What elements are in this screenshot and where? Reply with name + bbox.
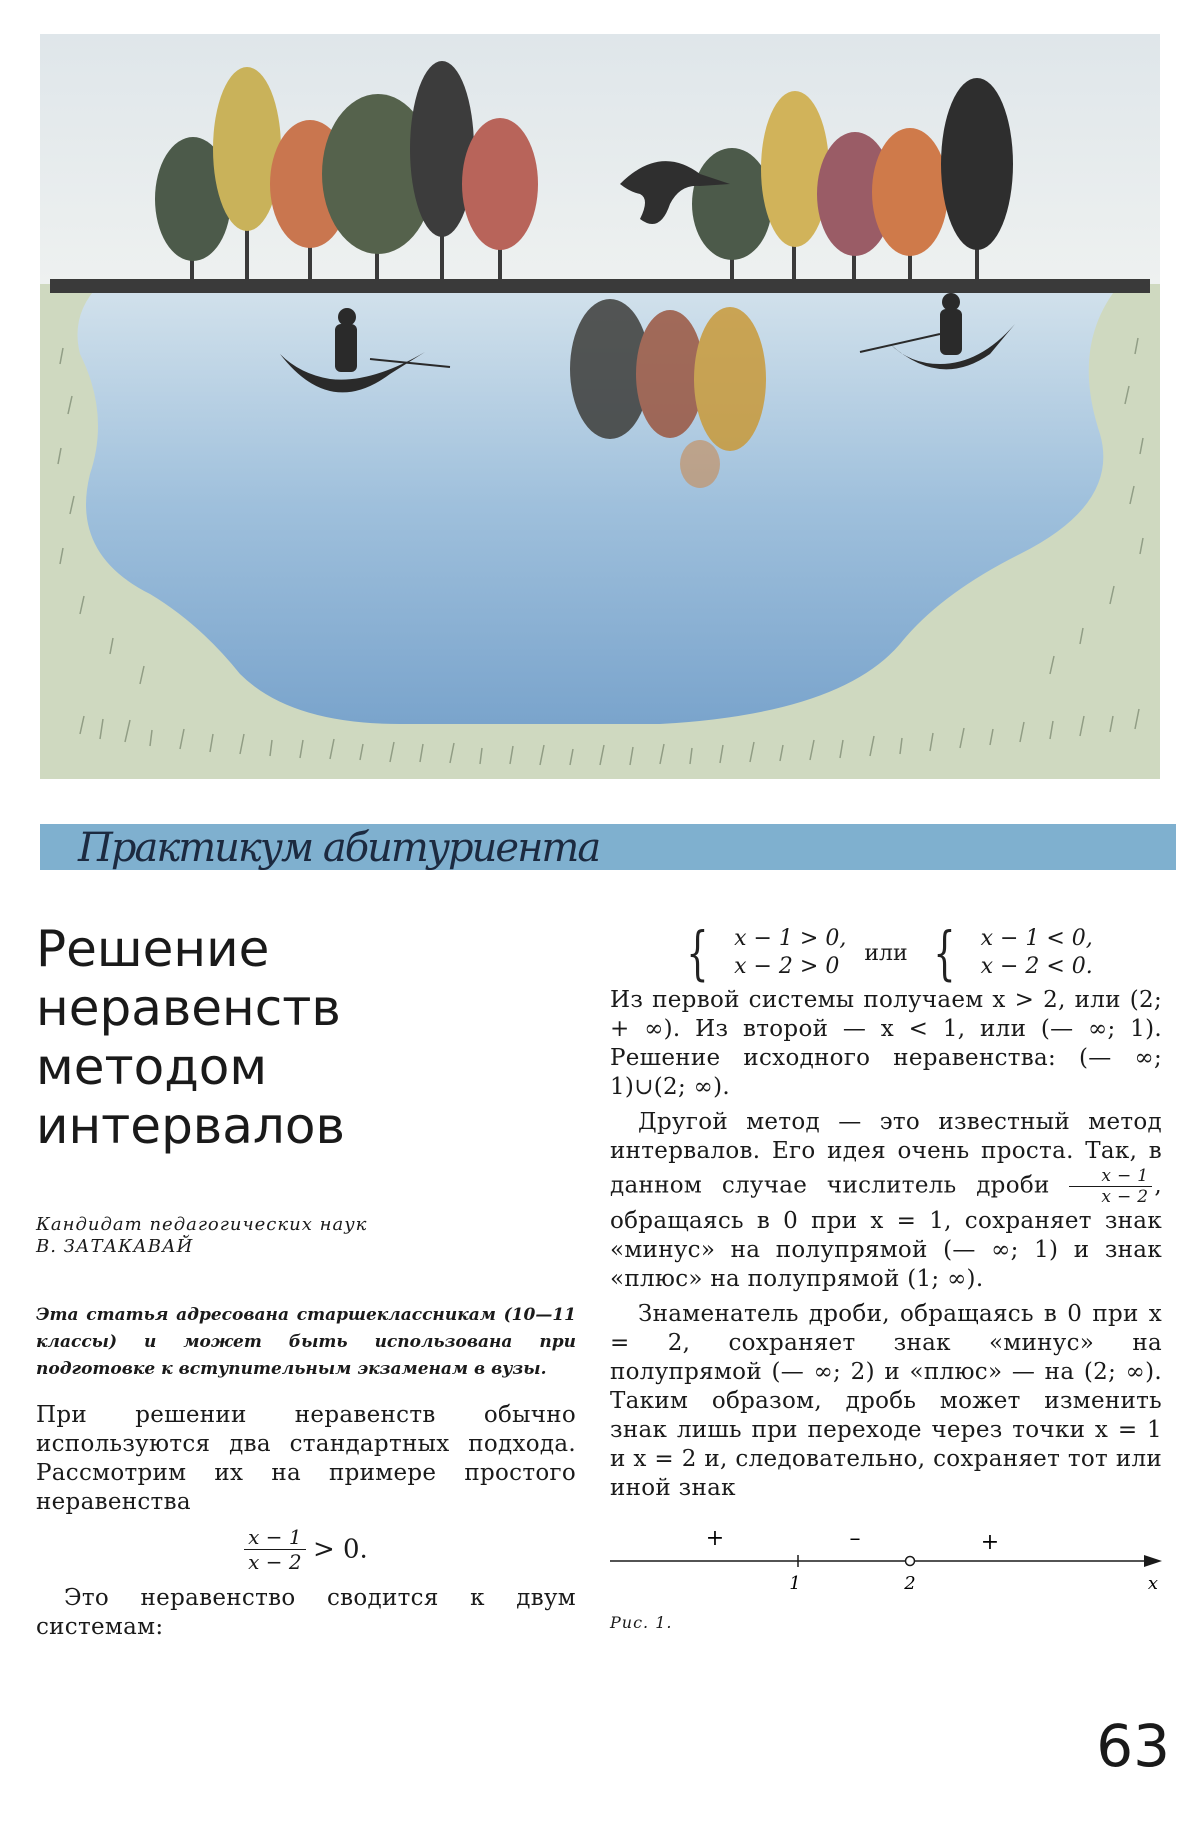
- fraction-denominator: x − 2: [1101, 1187, 1149, 1207]
- reduces-paragraph: Это неравенство сводится к двум системам:: [36, 1585, 576, 1640]
- sign-plus-right: +: [980, 1530, 1000, 1555]
- first-system: [734, 925, 846, 981]
- title-line: Решение: [36, 920, 270, 978]
- fraction-numerator: x − 1: [244, 1525, 305, 1550]
- article-abstract: Эта статья адресована старшеклассникам (10—11 классы) и может быть использована при подготовке к вступительным экзаменам в вузы.: [36, 1305, 576, 1379]
- left-brace: {: [933, 919, 956, 987]
- point-label-2: 2: [904, 1573, 916, 1594]
- system-line: x − 1 < 0,: [980, 926, 1093, 951]
- author-role: Кандидат педагогических наук: [36, 1214, 368, 1235]
- axis-label-x: x: [1147, 1573, 1159, 1594]
- banner-heading: Практикум абитуриента: [78, 825, 600, 871]
- main-fraction: [244, 1525, 305, 1574]
- systems-row: [610, 920, 1162, 986]
- denominator-paragraph: Знаменатель дроби, обращаясь в 0 при x = 2, сохраняет знак «минус» на полупрямой (— ∞; 2) и «плюс» — на (2; ∞). Таким образом, дробь может изменить знак лишь при переходе через точки x = 1 и x = 2 и, следовательно, сохраняет тот или иной знак: [610, 1301, 1162, 1501]
- paragraph-text: Другой метод — это известный метод интервалов. Его идея очень проста. Так, в данном случае числитель дроби: [610, 1109, 1162, 1199]
- intro-paragraph: При решении неравенств обычно используются два стандартных подхода. Рассмотрим их на примере простого неравенства: [36, 1402, 576, 1515]
- sign-minus: –: [849, 1526, 861, 1551]
- article-title: [36, 920, 576, 1156]
- left-column: [36, 920, 576, 1642]
- open-point-2: [906, 1557, 915, 1566]
- far-shore: [50, 279, 1150, 293]
- fraction-numerator: x − 1: [1069, 1166, 1152, 1187]
- system-line: x − 2 > 0: [734, 954, 840, 979]
- title-line: неравенств: [36, 979, 341, 1037]
- section-banner: [40, 820, 1176, 876]
- title-line: интервалов: [36, 1097, 345, 1155]
- axis-arrow: [1144, 1555, 1162, 1567]
- title-line: методом: [36, 1038, 268, 1096]
- main-inequality: [36, 1525, 576, 1574]
- author-name: В. ЗАТАКАВАЙ: [36, 1236, 194, 1257]
- interval-method-paragraph: [610, 1108, 1162, 1294]
- left-brace: {: [686, 919, 709, 987]
- paragraph-text: , обращаясь в 0 при x = 1, сохраняет знак «минус» на полупрямой (— ∞; 1) и знак «плюс» на полупрямой (1; ∞).: [610, 1172, 1162, 1292]
- point-label-1: 1: [789, 1573, 801, 1594]
- number-line-figure: [610, 1517, 1162, 1627]
- second-system: [981, 925, 1093, 981]
- lake-illustration: [40, 34, 1160, 779]
- figure-caption: Рис. 1.: [610, 1613, 673, 1632]
- system-line: x − 1 > 0,: [734, 926, 847, 951]
- solution-paragraph: Из первой системы получаем x > 2, или (2; + ∞). Из второй — x < 1, или (— ∞; 1). Решение исходного неравенства: (— ∞; 1)∪(2; ∞).: [610, 987, 1162, 1100]
- system-line: x − 2 < 0.: [980, 954, 1093, 979]
- fraction-denominator: x − 2: [248, 1550, 302, 1574]
- inequality-relation: > 0.: [312, 1534, 368, 1565]
- inline-fraction: [1069, 1166, 1152, 1207]
- right-column: [610, 920, 1162, 1632]
- page-number: 63: [1096, 1712, 1170, 1780]
- systems-connector: или: [864, 940, 908, 966]
- sign-plus-left: +: [705, 1526, 725, 1551]
